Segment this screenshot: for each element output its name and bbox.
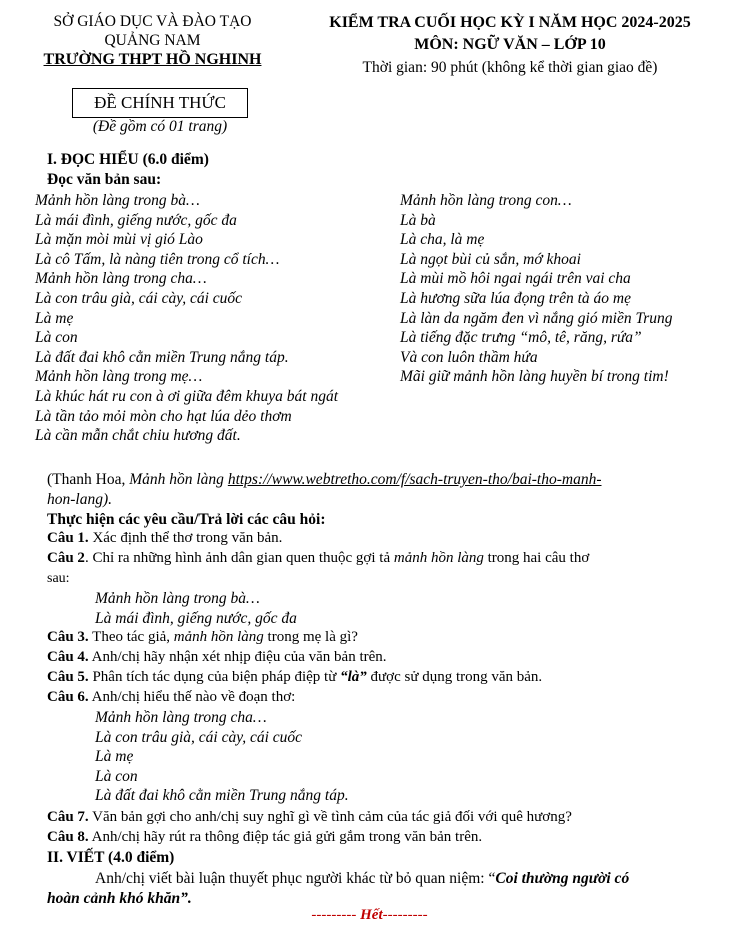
verse-line: Là mẹ bbox=[95, 748, 134, 766]
poem-right-column bbox=[400, 191, 673, 387]
question-text: được sử dụng trong văn bản. bbox=[366, 669, 543, 685]
poem-line: Là mái đình, giếng nước, gốc đa bbox=[35, 211, 237, 229]
poem-line: Là hương sữa lúa đọng trên tà áo mẹ bbox=[400, 289, 631, 307]
section-2-title: II. VIẾT (4.0 điểm) bbox=[47, 849, 175, 866]
poem-line: Là khúc hát ru con à ơi giữa đêm khuya bát ngát bbox=[35, 387, 339, 405]
time-line: Thời gian: 90 phút (không kể thời gian giao đề) bbox=[362, 59, 658, 76]
school-name: TRƯỜNG THPT HỒ NGHINH bbox=[43, 51, 262, 68]
question-1 bbox=[47, 529, 697, 549]
poem-line: Mảnh hồn làng trong bà… bbox=[35, 192, 200, 209]
header-left bbox=[30, 12, 275, 69]
writing-prompt bbox=[95, 869, 629, 889]
prompt-emphasis: Coi thường người có bbox=[495, 870, 630, 887]
question-label: Câu 3. bbox=[47, 629, 89, 645]
tasks-heading: Thực hiện các yêu cầu/Trả lời các câu hỏi: bbox=[47, 511, 326, 528]
poem-line: Là làn da ngăm đen vì nắng gió miền Trung bbox=[400, 309, 673, 327]
poem-line: Là cha, là mẹ bbox=[400, 231, 485, 249]
question-text: Phân tích tác dụng của biện pháp điệp từ bbox=[88, 669, 341, 685]
question-emphasis: mảnh hồn làng bbox=[393, 550, 484, 566]
poem-line: Là mặn mòi mùi vị gió Lào bbox=[35, 231, 203, 249]
poem-line: Và con luôn thầm hứa bbox=[400, 348, 538, 366]
prompt-text: Anh/chị viết bài luận thuyết phục người khác từ bỏ quan niệm: “ bbox=[95, 870, 496, 887]
end-dashes: --------- bbox=[311, 907, 361, 923]
question-text: trong hai câu thơ bbox=[483, 550, 590, 566]
province-name: QUẢNG NAM bbox=[104, 32, 201, 49]
question-2 bbox=[47, 549, 697, 569]
question-5 bbox=[47, 668, 697, 688]
question-label: Câu 5. bbox=[47, 669, 89, 685]
end-word: Hết bbox=[360, 907, 383, 923]
question-8 bbox=[47, 828, 697, 848]
poem-line: Là cô Tấm, là nàng tiên trong cổ tích… bbox=[35, 250, 280, 268]
question-text: Xác định thể thơ trong văn bản. bbox=[88, 530, 283, 546]
subject-line: MÔN: NGỮ VĂN – LỚP 10 bbox=[414, 36, 606, 53]
poem-line: Là tiếng đặc trưng “mô, tê, răng, rứa” bbox=[400, 329, 642, 347]
question-6-verse bbox=[95, 708, 349, 806]
question-label: Câu 7. bbox=[47, 809, 89, 825]
question-4 bbox=[47, 648, 697, 668]
question-text: Theo tác giả, bbox=[88, 629, 174, 645]
question-text: Anh/chị hiểu thế nào về đoạn thơ: bbox=[88, 689, 296, 705]
question-6 bbox=[47, 688, 697, 708]
question-text: Anh/chị hãy nhận xét nhịp điệu của văn bản trên. bbox=[88, 649, 387, 665]
poem-line: Là ngọt bùi củ sắn, mớ khoai bbox=[400, 250, 581, 268]
question-label: Câu 6. bbox=[47, 689, 89, 705]
poem-line: Là cần mẫn chắt chiu hương đất. bbox=[35, 427, 241, 445]
header-right bbox=[295, 12, 725, 79]
source-url-cont: hon-lang). bbox=[47, 491, 113, 508]
poem-line: Mảnh hồn làng trong con… bbox=[400, 192, 572, 209]
exam-title: KIỂM TRA CUỐI HỌC KỲ I NĂM HỌC 2024-2025 bbox=[329, 14, 691, 31]
question-emphasis: mảnh hồn làng bbox=[173, 629, 264, 645]
end-dashes: --------- bbox=[382, 907, 428, 923]
verse-line: Là con trâu già, cái cày, cái cuốc bbox=[95, 728, 303, 746]
verse-line: Là đất đai khô cằn miền Trung nắng táp. bbox=[95, 787, 349, 805]
department-name: SỞ GIÁO DỤC VÀ ĐÀO TẠO bbox=[53, 13, 252, 30]
question-7 bbox=[47, 808, 697, 828]
question-text: trong mẹ là gì? bbox=[263, 629, 358, 645]
poem-line: Là con bbox=[35, 329, 78, 347]
poem-line: Là bà bbox=[400, 211, 436, 229]
verse-line: Là mái đình, giếng nước, gốc đa bbox=[95, 609, 297, 627]
question-label: Câu 4. bbox=[47, 649, 89, 665]
question-label: Câu 1. bbox=[47, 530, 89, 546]
poem-left-column bbox=[35, 191, 338, 446]
question-text: Văn bản gợi cho anh/chị suy nghĩ gì về tình cảm của tác giả đối với quê hương? bbox=[88, 809, 572, 825]
verse-line: Mảnh hồn làng trong bà… bbox=[95, 590, 260, 607]
pages-note: (Đề gồm có 01 trang) bbox=[92, 118, 228, 135]
poem-line: Là tần tảo mỏi mòn cho hạt lúa dẻo thơm bbox=[35, 407, 292, 425]
question-2-cont: sau: bbox=[47, 571, 70, 586]
question-text: . Chỉ ra những hình ảnh dân gian quen thuộc gợi tả bbox=[84, 550, 394, 566]
source-title: Mảnh hồn làng bbox=[129, 471, 224, 488]
poem-line: Là đất đai khô cằn miền Trung nắng táp. bbox=[35, 348, 289, 366]
question-2-verse bbox=[95, 589, 297, 628]
question-3 bbox=[47, 628, 697, 648]
verse-line: Là con bbox=[95, 767, 138, 785]
question-label: Câu 2 bbox=[47, 550, 85, 566]
poem-line: Là mẹ bbox=[35, 309, 74, 327]
poem-line: Mảnh hồn làng trong cha… bbox=[35, 270, 207, 288]
end-marker bbox=[0, 906, 739, 926]
verse-line: Mảnh hồn làng trong cha… bbox=[95, 709, 267, 726]
question-text: Anh/chị hãy rút ra thông điệp tác giả gửi gắm trong văn bản trên. bbox=[88, 829, 483, 845]
source-url[interactable]: https://www.webtretho.com/f/sach-truyen-tho/bai-tho-manh- bbox=[227, 471, 602, 488]
writing-prompt-cont: hoàn cảnh khó khăn”. bbox=[47, 890, 192, 907]
poem-line: Là con trâu già, cái cày, cái cuốc bbox=[35, 289, 243, 307]
poem-line: Là mùi mồ hôi ngai ngái trên vai cha bbox=[400, 270, 631, 288]
reading-instruction: Đọc văn bản sau: bbox=[47, 171, 162, 188]
question-emphasis: “là” bbox=[340, 669, 367, 685]
source-citation: (Thanh Hoa, Mảnh hồn làng https://www.webtretho.com/f/sach-truyen-tho/bai-tho-manh- bbox=[47, 471, 602, 488]
poem-line: Mảnh hồn làng trong mẹ… bbox=[35, 368, 203, 386]
section-1-title: I. ĐỌC HIỂU (6.0 điểm) bbox=[47, 151, 209, 168]
question-label: Câu 8. bbox=[47, 829, 89, 845]
source-author: Thanh Hoa, bbox=[52, 471, 126, 488]
official-label: ĐỀ CHÍNH THỨC bbox=[72, 88, 248, 118]
poem-line: Mãi giữ mảnh hồn làng huyền bí trong tim! bbox=[400, 368, 669, 386]
